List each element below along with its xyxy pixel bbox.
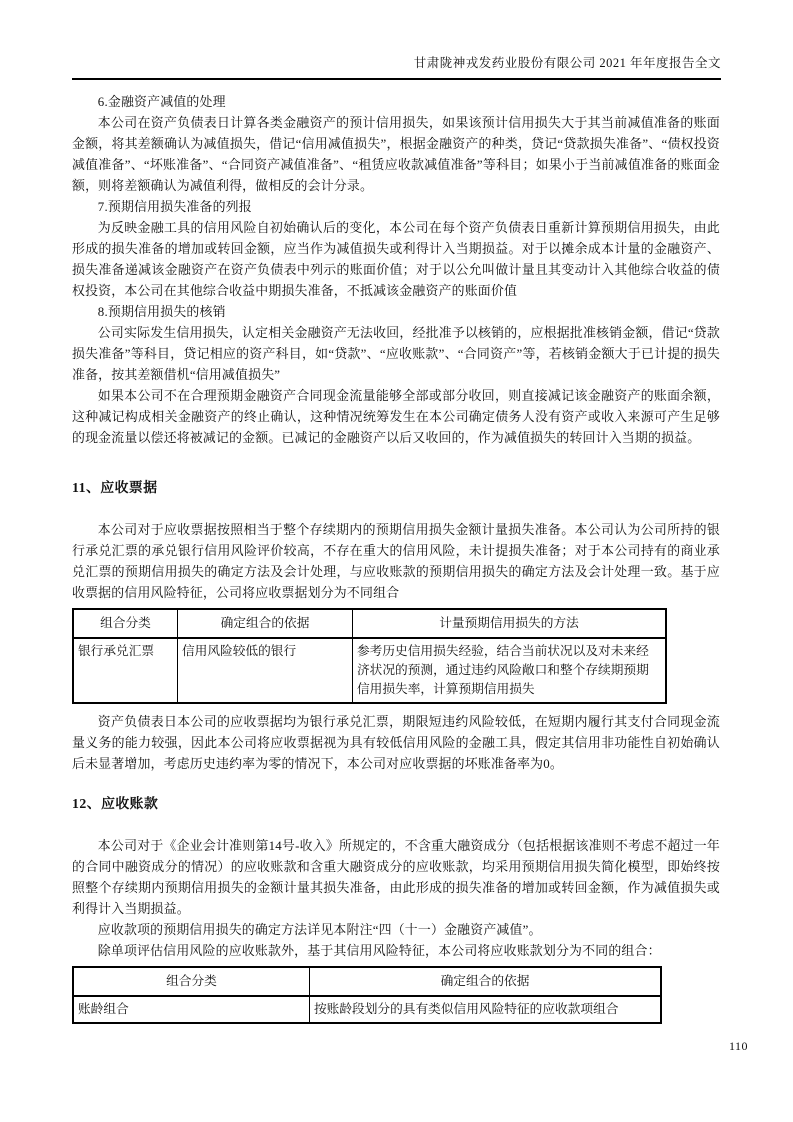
subheading-8: 8.预期信用损失的核销 [97,305,226,319]
notes-receivable-portfolio-table [72,608,667,704]
cell-portfolio-category: 账龄组合 [73,996,310,1023]
column-header-portfolio-category: 组合分类 [73,967,310,996]
column-header-portfolio-category: 组合分类 [73,609,178,638]
section-11-paragraph-2: 资产负债表日本公司的应收票据均为银行承兑汇票，期限短违约风险较低，在短期内履行其支付合同现金流量义务的能力较强，因此本公司将应收票据视为具有较低信用风险的金融工具，假定其信用非功能性自初始确认后未显著增加，考虑历史违约率为零的情况下，本公司对应收票据的坏账准备率为0。 [72,715,720,771]
header-title: 甘肃陇神戎发药业股份有限公司 2021 年年度报告全文 [413,56,721,70]
subheading-7: 7.预期信用损失准备的列报 [97,200,252,214]
page-content [72,92,720,1024]
paragraph-7: 为反映金融工具的信用风险自初始确认后的变化，本公司在每个资产负债表日重新计算预期信用损失，由此形成的损失准备的增加或转回金额，应当作为减值损失或利得计入当期损益。对于以摊余成本计量的金融资产、损失准备递减该金融资产在资产负债表中列示的账面价值；对于以公允叫做计量且其变动计入其他综合收益的债权投资，本公司在其他综合收益中期损失准备，不抵减该金融资产的账面价值 [72,221,720,298]
table-row [73,996,661,1023]
section-12-paragraph-1: 本公司对于《企业会计准则第14号-收入》所规定的，不含重大融资成分（包括根据该准则不考虑不超过一年的合同中融资成分的情况）的应收账款和含重大融资成分的应收账款，均采用预期信用损失简化模型，即始终按照整个存续期内预期信用损失的金额计量其损失准备，由此形成的损失准备的增加或转回金额，作为减值损失或利得计入当期损益。 [72,839,720,916]
table-header-row [73,967,661,996]
column-header-ecl-method: 计量预期信用损失的方法 [353,609,667,638]
paragraph-6: 本公司在资产负债表日计算各类金融资产的预计信用损失，如果该预计信用损失大于其当前减值准备的账面金额，将其差额确认为减值损失，借记“信用减值损失”，根据金融资产的种类，贷记“贷款损失准备”、“债权投资减值准备”、“坏账准备”、“合同资产减值准备”、“租赁应收款减值准备”等科目；如果小于当前减值准备的账面金额，则将差额确认为减值利得，做相反的会计分录。 [72,116,720,193]
section-11-heading: 11、应收票据 [72,480,158,495]
section-11-paragraph-1: 本公司对于应收票据按照相当于整个存续期内的预期信用损失金额计量损失准备。本公司认为公司所持的银行承兑汇票的承兑银行信用风险评价较高，不存在重大的信用风险，未计提损失准备；对于本公司持有的商业承兑汇票的预期信用损失的确定方法及会计处理，与应收账款的预期信用损失的确定方法及会计处理一致。基于应收票据的信用风险特征，公司将应收票据划分为不同组合 [72,523,720,600]
table-row [73,638,666,703]
column-header-portfolio-basis: 确定组合的依据 [178,609,353,638]
section-12-paragraph-2: 应收款项的预期信用损失的确定方法详见本附注“四（十一）金融资产减值”。 [97,923,542,937]
cell-portfolio-category: 银行承兑汇票 [73,638,178,703]
subheading-6: 6.金融资产减值的处理 [97,95,226,109]
column-header-portfolio-basis: 确定组合的依据 [310,967,662,996]
cell-ecl-method: 参考历史信用损失经验，结合当前状况以及对未来经济状况的预测，通过违约风险敞口和整个存续期预期信用损失率，计算预期信用损失 [353,638,667,703]
page-header [72,54,721,80]
cell-portfolio-basis: 信用风险较低的银行 [178,638,353,703]
accounts-receivable-portfolio-table [72,966,662,1024]
section-12-paragraph-3: 除单项评估信用风险的应收账款外，基于其信用风险特征，本公司将应收账款划分为不同的组合： [97,944,661,958]
page-number: 110 [728,1039,748,1053]
paragraph-8b: 如果本公司不在合理预期金融资产合同现金流量能够全部或部分收回，则直接减记该金融资产的账面余额，这种减记构成相关金融资产的终止确认，这种情况统筹发生在本公司确定债务人没有资产或收入来源可产生足够的现金流量以偿还将被减记的金额。已减记的金融资产以后又收回的，作为减值损失的转回计入当期的损益。 [72,389,720,445]
paragraph-8a: 公司实际发生信用损失，认定相关金融资产无法收回，经批准予以核销的，应根据批准核销金额，借记“贷款损失准备”等科目，贷记相应的资产科目，如“贷款”、“应收账款”、“合同资产”等，若核销金额大于已计提的损失准备，按其差额借机“信用减值损失” [72,326,720,382]
cell-portfolio-basis: 按账龄段划分的具有类似信用风险特征的应收款项组合 [310,996,662,1023]
table-header-row [73,609,666,638]
section-12-heading: 12、应收账款 [72,796,159,811]
